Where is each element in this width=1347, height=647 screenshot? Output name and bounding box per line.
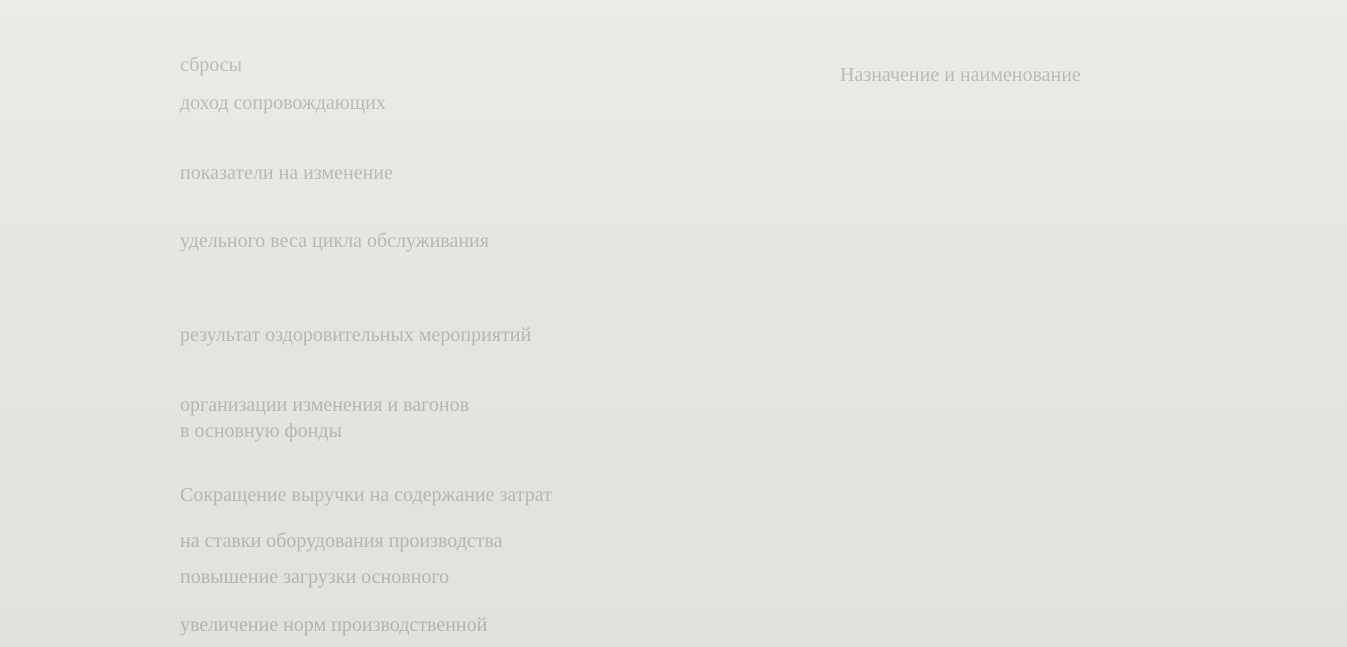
bleed-through-text: сбросы Назначение и наименование доход сопровождающих показатели на изменение удельного веса цикла обслуживания результат оздоровительных мероприятий организации изменения и вагонов в основную фонды Сокращение выручки на содержание затрат на ставки оборудования производства повышение загрузки основного увеличение норм производственной (180, 54, 1081, 636)
